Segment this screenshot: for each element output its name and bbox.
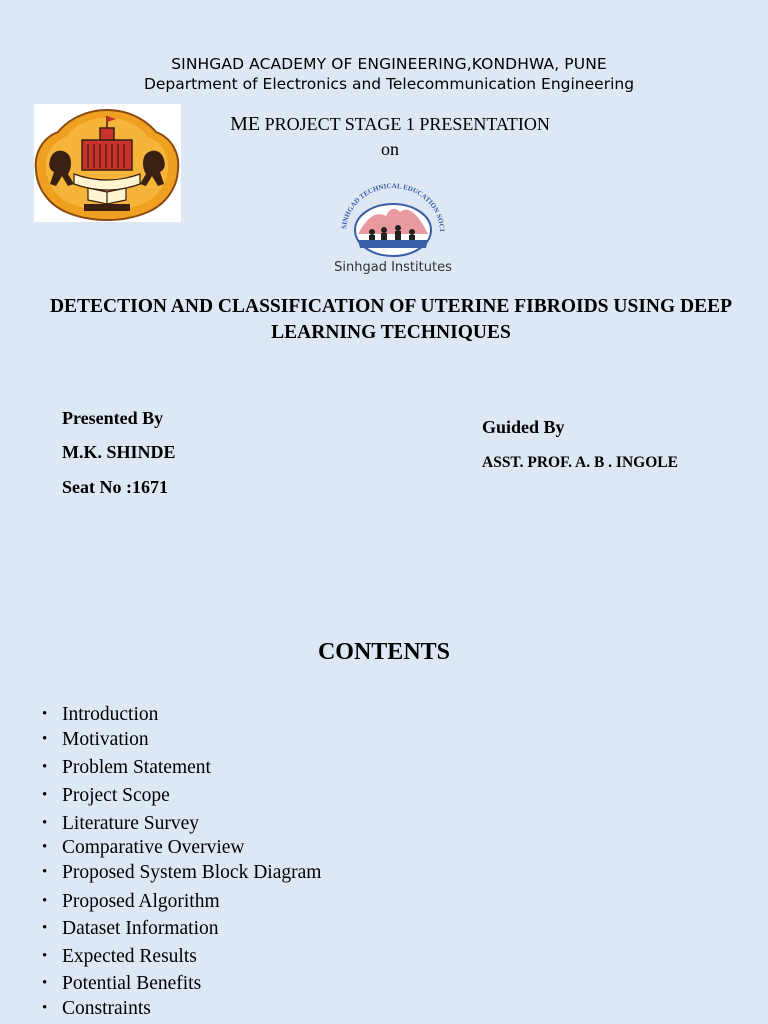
contents-item-label: Project Scope: [62, 785, 170, 806]
seat-number: Seat No :1671: [62, 477, 168, 497]
presented-by-heading: Presented By: [62, 408, 164, 428]
contents-item-label: Constraints: [62, 998, 151, 1019]
contents-item-label: Literature Survey: [62, 813, 199, 834]
contents-item: • Proposed Algorithm: [42, 891, 220, 912]
contents-item-label: Dataset Information: [62, 918, 219, 939]
presentation-prefix: ME: [230, 113, 261, 135]
contents-item: • Literature Survey: [42, 813, 199, 834]
sinhgad-institutes-logo: [328, 178, 458, 278]
on-word: on: [381, 139, 399, 159]
institute-name: SINHGAD ACADEMY OF ENGINEERING,KONDHWA, PUNE: [171, 55, 607, 73]
contents-item-label: Comparative Overview: [62, 837, 245, 858]
contents-item: • Constraints: [42, 998, 151, 1019]
contents-item: • Problem Statement: [42, 757, 211, 778]
contents-item: • Project Scope: [42, 785, 170, 806]
contents-item: • Motivation: [42, 729, 149, 750]
contents-item: • Introduction: [42, 704, 159, 725]
contents-item-label: Problem Statement: [62, 757, 211, 778]
contents-item: • Expected Results: [42, 946, 197, 967]
department-name: Department of Electronics and Telecommunication Engineering: [143, 75, 635, 93]
contents-item-label: Proposed Algorithm: [62, 891, 220, 912]
contents-item-label: Potential Benefits: [62, 973, 202, 994]
contents-item: • Comparative Overview: [42, 837, 245, 858]
contents-item: • Proposed System Block Diagram: [42, 862, 322, 883]
sinhgad-emblem-icon: [328, 178, 458, 278]
contents-item: • Dataset Information: [42, 918, 219, 939]
contents-item-label: Motivation: [62, 729, 149, 750]
contents-item-label: Introduction: [62, 704, 159, 725]
presentation-title-rest: PROJECT STAGE 1 PRESENTATION: [260, 114, 550, 134]
logo-caption: Sinhgad Institutes: [334, 260, 452, 275]
presentation-title: [0, 112, 768, 136]
contents-heading: CONTENTS: [317, 639, 451, 665]
contents-item: • Potential Benefits: [42, 973, 202, 994]
presenter-name: M.K. SHINDE: [62, 442, 176, 462]
contents-item-label: Proposed System Block Diagram: [62, 862, 322, 883]
guide-name: ASST. PROF. A. B . INGOLE: [482, 454, 678, 471]
logo-arc-text: SINHGAD TECHNICAL EDUCATION SOCI: [340, 181, 447, 232]
contents-item-label: Expected Results: [62, 946, 197, 967]
project-title: DETECTION AND CLASSIFICATION OF UTERINE FIBROIDS USING DEEP LEARNING TECHNIQUES: [49, 296, 733, 343]
guided-by-heading: Guided By: [482, 417, 565, 437]
